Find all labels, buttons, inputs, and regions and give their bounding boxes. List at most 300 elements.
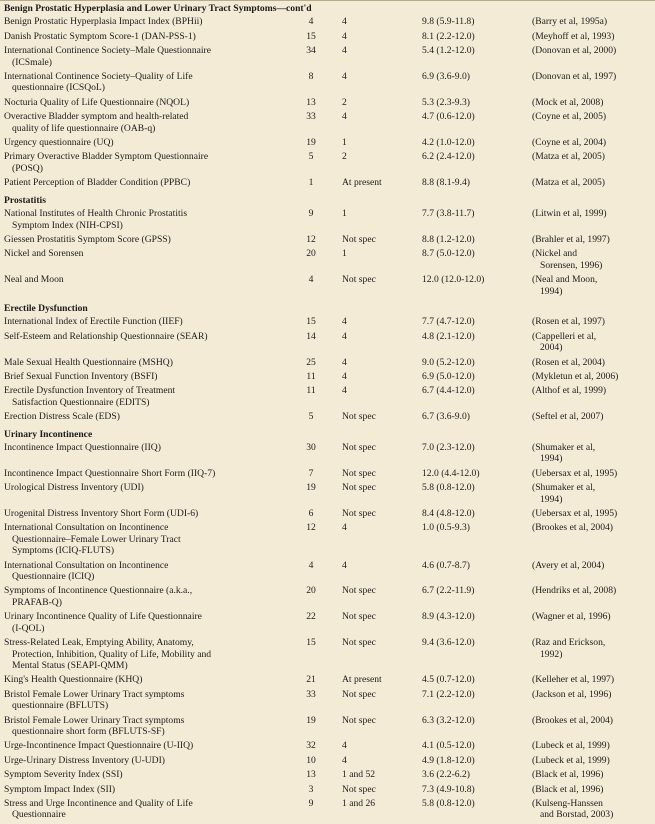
instrument-name: Benign Prostatic Hyperplasia Impact Index (BPHii) (4, 16, 203, 28)
score-value: 9.0 (5.2-12.0) (422, 356, 475, 368)
items-count: 5 (308, 151, 314, 163)
items-count: 15 (306, 637, 316, 649)
items-count: 22 (306, 611, 316, 623)
instrument-name: Male Sexual Health Questionnaire (MSHQ) (4, 356, 173, 368)
table-row (0, 674, 655, 688)
instrument-name: Bristol Female Lower Urinary Tract symptoms (4, 688, 185, 700)
score-value: 6.7 (2.2-11.9) (422, 585, 475, 597)
reference-cell (530, 798, 655, 824)
instrument-name-cell (0, 331, 284, 357)
domains-value: Not spec (342, 274, 376, 286)
instrument-name-cell (0, 442, 284, 468)
table-row (0, 97, 655, 111)
instrument-name-cell (0, 151, 284, 177)
instrument-name: Bristol Female Lower Urinary Tract symptoms (4, 714, 185, 726)
domains-value: 4 (342, 740, 347, 752)
reference-cell (530, 689, 655, 715)
instrument-name-cell (0, 740, 284, 754)
instrument-name: King's Health Questionnaire (KHQ) (4, 674, 143, 686)
table-row (0, 248, 655, 274)
section-title: Benign Prostatic Hyperplasia and Lower Urinary Tract Symptoms—cont'd (0, 1, 655, 17)
instrument-name: Urge-Incontinence Impact Questionnaire (U-IIQ) (4, 740, 194, 752)
instrument-name-cell (0, 137, 284, 151)
reference-cell (530, 316, 655, 330)
table-row (0, 798, 655, 824)
table-row (0, 385, 655, 411)
reference-cell (530, 274, 655, 300)
items-count: 19 (306, 714, 316, 726)
instrument-name-cell (0, 411, 284, 425)
reference-text: (Hendriks et al, 2008) (532, 585, 617, 597)
instrument-name-cell (0, 508, 284, 522)
section-header (0, 300, 655, 316)
instrument-name-cell (0, 274, 284, 300)
instrument-name: (I-QOL) (12, 622, 45, 634)
reference-text: (Cappelleri et al, (532, 330, 597, 342)
reference-cell (530, 755, 655, 769)
items-count: 6 (308, 508, 314, 520)
reference-cell (530, 482, 655, 508)
table-row (0, 411, 655, 425)
instrument-name-cell (0, 784, 284, 798)
instrument-name-cell (0, 689, 284, 715)
score-value: 6.7 (3.6-9.0) (422, 411, 470, 423)
instrument-name: Overactive Bladder symptom and health-related (4, 111, 189, 123)
score-value: 12.0 (12.0-12.0) (422, 274, 485, 286)
domains-value: 1 (342, 208, 347, 220)
instrument-name-cell (0, 798, 284, 824)
instrument-name-cell (0, 31, 284, 45)
items-count: 1 (308, 177, 314, 189)
domains-value: At present (342, 674, 382, 686)
instrument-name-cell (0, 769, 284, 783)
score-value: 12.0 (4.4-12.0) (422, 467, 480, 479)
instrument-name: questionnaire (BFLUTS) (12, 700, 109, 712)
table-row (0, 585, 655, 611)
items-count: 20 (306, 585, 316, 597)
instrument-name: Satisfaction Questionnaire (EDITS) (12, 396, 150, 408)
score-value: 3.6 (2.2-6.2) (422, 769, 470, 781)
reference-text: (Coyne et al, 2004) (532, 137, 607, 149)
domains-value: Not spec (342, 783, 376, 795)
reference-text: (Brookes et al, 2004) (532, 714, 613, 726)
domains-value: Not spec (342, 442, 376, 453)
reference-cell (530, 769, 655, 783)
table-row (0, 468, 655, 482)
reference-text: (Seftel et al, 2007) (532, 411, 604, 423)
score-value: 4.1 (0.5-12.0) (422, 740, 475, 752)
instrument-name: Stress and Urge Incontinence and Quality of Life (4, 797, 193, 809)
domains-value: 4 (342, 754, 347, 766)
instrument-name: PRAFAB-Q) (12, 596, 62, 608)
items-count: 11 (306, 385, 316, 397)
instrument-name-cell (0, 611, 284, 637)
instrument-name: Mental Status (SEAPI-QMM) (12, 659, 128, 671)
instrument-name-cell (0, 755, 284, 769)
reference-text: (Lubeck et al, 1999) (532, 740, 610, 752)
reference-cell (530, 71, 655, 97)
domains-value: Not spec (342, 611, 376, 623)
reference-cell (530, 784, 655, 798)
table-row (0, 316, 655, 330)
score-value: 4.8 (2.1-12.0) (422, 330, 475, 342)
reference-text: (Black et al, 1996) (532, 783, 604, 795)
instrument-name-cell (0, 522, 284, 559)
instrument-name: Urge-Urinary Distress Inventory (U-UDI) (4, 754, 166, 766)
instrument-name-cell (0, 385, 284, 411)
reference-cell (530, 111, 655, 137)
score-value: 5.3 (2.3-9.3) (422, 96, 470, 108)
table-row (0, 151, 655, 177)
reference-text: (Kelleher et al, 1997) (532, 674, 615, 686)
instrument-name: Questionnaire (ICIQ) (12, 571, 95, 583)
reference-text: 1994) (540, 493, 563, 505)
reference-cell (530, 331, 655, 357)
items-count: 12 (306, 522, 316, 534)
section-header (0, 426, 655, 442)
items-count: 13 (306, 96, 316, 108)
items-count: 13 (306, 769, 316, 781)
reference-text: (Uebersax et al, 1995) (532, 508, 618, 520)
reference-text: (Uebersax et al, 1995) (532, 467, 618, 479)
instrument-name-cell (0, 371, 284, 385)
score-value: 8.8 (1.2-12.0) (422, 233, 475, 245)
table-body (0, 1, 655, 824)
table-row (0, 740, 655, 754)
table-row (0, 371, 655, 385)
domains-value: 2 (342, 96, 347, 108)
score-value: 6.9 (5.0-12.0) (422, 370, 475, 382)
domains-value: 1 (342, 137, 347, 149)
instrument-name-cell (0, 234, 284, 248)
domains-value: 4 (342, 16, 347, 28)
instrument-name-cell (0, 316, 284, 330)
reference-text: 1994) (540, 453, 563, 465)
domains-value: Not spec (342, 411, 376, 423)
reference-text: (Kulseng-Hanssen (532, 797, 603, 809)
instrument-name: Protection, Inhibition, Quality of Life, Mobility and (12, 648, 212, 660)
table-row (0, 31, 655, 45)
score-value: 8.7 (5.0-12.0) (422, 248, 475, 260)
domains-value: Not spec (342, 688, 376, 700)
score-value: 6.7 (4.4-12.0) (422, 385, 475, 397)
instrument-name: Neal and Moon (4, 274, 64, 286)
reference-cell (530, 248, 655, 274)
instrument-name-cell (0, 71, 284, 97)
score-value: 8.8 (8.1-9.4) (422, 177, 470, 189)
score-value: 5.8 (0.8-12.0) (422, 482, 475, 494)
instrument-name: Erectile Dysfunction Inventory of Treatment (4, 385, 176, 397)
instrument-name: Incontinence Impact Questionnaire (IIQ) (4, 442, 161, 453)
instrument-name: Nocturia Quality of Life Questionnaire (NQOL) (4, 96, 190, 108)
items-count: 4 (308, 559, 314, 571)
reference-text: and Borstad, 2003) (540, 809, 614, 821)
reference-cell (530, 637, 655, 674)
reference-cell (530, 442, 655, 468)
score-value: 5.8 (0.8-12.0) (422, 797, 475, 809)
items-count: 20 (306, 248, 316, 260)
instrument-name: Nickel and Sorensen (4, 248, 84, 260)
domains-value: Not spec (342, 714, 376, 726)
items-count: 33 (306, 111, 316, 123)
reference-cell (530, 137, 655, 151)
reference-cell (530, 468, 655, 482)
instrument-name: questionnaire short form (BFLUTS-SF) (12, 725, 165, 737)
table-row (0, 522, 655, 559)
instrument-name-cell (0, 585, 284, 611)
table-row (0, 482, 655, 508)
instrument-name: International Continence Society–Male Questionnaire (4, 45, 212, 57)
items-count: 34 (306, 45, 316, 57)
score-value: 8.4 (4.8-12.0) (422, 508, 475, 520)
instrument-name-cell (0, 468, 284, 482)
table-row (0, 689, 655, 715)
instrument-name-cell (0, 208, 284, 234)
domains-value: 1 (342, 248, 347, 260)
items-count: 15 (306, 30, 316, 42)
instrument-name: Erection Distress Scale (EDS) (4, 411, 120, 423)
table-row (0, 208, 655, 234)
instrument-name: International Consultation on Incontinence (4, 522, 169, 534)
items-count: 32 (306, 740, 316, 752)
instrument-name-cell (0, 97, 284, 111)
table-row (0, 560, 655, 586)
reference-cell (530, 522, 655, 559)
table-row (0, 508, 655, 522)
instrument-name: Giessen Prostatitis Symptom Score (GPSS) (4, 233, 171, 245)
instrument-name: Primary Overactive Bladder Symptom Questionnaire (4, 151, 209, 163)
domains-value: 1 and 52 (342, 769, 376, 781)
instrument-name-cell (0, 16, 284, 30)
domains-value: Not spec (342, 637, 376, 649)
instrument-name-cell (0, 482, 284, 508)
instrument-name-cell (0, 111, 284, 137)
reference-cell (530, 97, 655, 111)
instrument-name: Danish Prostatic Symptom Score-1 (DAN-PSS-1) (4, 30, 196, 42)
reference-text: (Mykletun et al, 2006) (532, 370, 619, 382)
section-header (0, 192, 655, 208)
score-value: 4.7 (0.6-12.0) (422, 111, 475, 123)
reference-cell (530, 45, 655, 71)
reference-text: (Wagner et al, 1996) (532, 611, 611, 623)
instrument-name-cell (0, 357, 284, 371)
reference-text: (Brookes et al, 2004) (532, 522, 613, 534)
reference-text: (Althof et al, 1999) (532, 385, 607, 397)
table-row (0, 784, 655, 798)
reference-text: (Black et al, 1996) (532, 769, 604, 781)
reference-cell (530, 611, 655, 637)
reference-text: (Litwin et al, 1999) (532, 208, 607, 220)
reference-cell (530, 357, 655, 371)
items-count: 14 (306, 330, 316, 342)
instrument-name: International Index of Erectile Function (IIEF) (4, 316, 183, 328)
items-count: 9 (308, 208, 314, 220)
instrument-name: Self-Esteem and Relationship Questionnaire (SEAR) (4, 330, 208, 342)
table-row (0, 177, 655, 191)
reference-text: (Matza et al, 2005) (532, 177, 605, 189)
items-count: 8 (308, 71, 314, 83)
reference-cell (530, 371, 655, 385)
table-row (0, 357, 655, 371)
table-row (0, 71, 655, 97)
instrument-name: Patient Perception of Bladder Condition (PPBC) (4, 177, 191, 189)
domains-value: 2 (342, 151, 347, 163)
reference-text: (Rosen et al, 2004) (532, 356, 606, 368)
instrument-name-cell (0, 45, 284, 71)
score-value: 7.1 (2.2-12.0) (422, 688, 475, 700)
score-value: 7.0 (2.3-12.0) (422, 442, 475, 453)
items-count: 30 (306, 442, 316, 453)
table-row (0, 769, 655, 783)
score-value: 9.4 (3.6-12.0) (422, 637, 475, 649)
score-value: 7.7 (4.7-12.0) (422, 316, 475, 328)
domains-value: 4 (342, 316, 347, 328)
instrument-name: Questionnaire (12, 809, 66, 821)
domains-value: Not spec (342, 467, 376, 479)
table-row (0, 611, 655, 637)
score-value: 6.9 (3.6-9.0) (422, 71, 470, 83)
reference-cell (530, 585, 655, 611)
items-count: 4 (308, 16, 314, 28)
reference-text: (Coyne et al, 2005) (532, 111, 607, 123)
table-row (0, 111, 655, 137)
items-count: 11 (306, 370, 316, 382)
reference-text: (Brahler et al, 1997) (532, 233, 610, 245)
table-row (0, 234, 655, 248)
items-count: 7 (308, 467, 314, 479)
instrument-name-cell (0, 637, 284, 674)
instrument-name: questionnaire (ICSQoL) (12, 82, 105, 94)
domains-value: 4 (342, 71, 347, 83)
items-count: 5 (308, 411, 314, 423)
reference-text: 1992) (540, 648, 563, 660)
instrument-name: Urological Distress Inventory (UDI) (4, 482, 144, 494)
table-row (0, 715, 655, 741)
reference-text: (Mock et al, 2008) (532, 96, 604, 108)
reference-text: (Neal and Moon, (532, 274, 598, 286)
score-value: 6.3 (3.2-12.0) (422, 714, 475, 726)
items-count: 33 (306, 688, 316, 700)
instrument-name: International Continence Society–Quality of Life (4, 71, 193, 83)
reference-text: (Shumaker et al, (532, 442, 596, 453)
table-row (0, 16, 655, 30)
domains-value: Not spec (342, 482, 376, 494)
items-count: 9 (308, 797, 314, 809)
instrument-name-cell (0, 560, 284, 586)
reference-cell (530, 508, 655, 522)
instrument-name-cell (0, 674, 284, 688)
reference-cell (530, 411, 655, 425)
domains-value: At present (342, 177, 382, 189)
reference-cell (530, 234, 655, 248)
score-value: 6.2 (2.4-12.0) (422, 151, 475, 163)
table-row (0, 442, 655, 468)
domains-value: 4 (342, 385, 347, 397)
domains-value: Not spec (342, 585, 376, 597)
reference-cell (530, 31, 655, 45)
instrument-name: (POSQ) (12, 162, 43, 174)
instrument-name: quality of life questionnaire (OAB-q) (12, 122, 156, 134)
section-title: Prostatitis (4, 194, 46, 206)
section-title: Erectile Dysfunction (4, 302, 88, 314)
table-row (0, 137, 655, 151)
table-row (0, 274, 655, 300)
instrument-name: National Institutes of Health Chronic Prostatitis (4, 208, 188, 220)
section-title: Urinary Incontinence (4, 428, 93, 440)
score-value: 7.3 (4.9-10.8) (422, 783, 475, 795)
domains-value: 4 (342, 111, 347, 123)
instrument-name-cell (0, 248, 284, 274)
reference-text: (Donovan et al, 2000) (532, 45, 617, 57)
score-value: 9.8 (5.9-11.8) (422, 16, 475, 28)
reference-text: (Rosen et al, 1997) (532, 316, 606, 328)
domains-value: 4 (342, 370, 347, 382)
reference-cell (530, 560, 655, 586)
domains-value: 4 (342, 522, 347, 534)
score-value: 4.2 (1.0-12.0) (422, 137, 475, 149)
instrument-name: Symptom Index (NIH-CPSI) (12, 219, 123, 231)
score-value: 5.4 (1.2-12.0) (422, 45, 475, 57)
reference-text: (Nickel and (532, 248, 578, 260)
score-value: 4.5 (0.7-12.0) (422, 674, 475, 686)
reference-text: (Barry et al, 1995a) (532, 16, 608, 28)
domains-value: Not spec (342, 508, 376, 520)
domains-value: 4 (342, 30, 347, 42)
domains-value: 4 (342, 559, 347, 571)
domains-value: Not spec (342, 233, 376, 245)
table-row (0, 755, 655, 769)
reference-cell (530, 208, 655, 234)
reference-cell (530, 385, 655, 411)
items-count: 19 (306, 137, 316, 149)
instrument-name: Brief Sexual Function Inventory (BSFI) (4, 370, 158, 382)
reference-cell (530, 715, 655, 741)
reference-text: 2004) (540, 342, 563, 354)
domains-value: 1 and 26 (342, 797, 376, 809)
reference-cell (530, 16, 655, 30)
items-count: 4 (308, 274, 314, 286)
items-count: 3 (308, 783, 314, 795)
reference-text: (Meyhoff et al, 1993) (532, 30, 615, 42)
table-row (0, 45, 655, 71)
items-count: 21 (306, 674, 316, 686)
reference-cell (530, 740, 655, 754)
instrument-name: Symptoms (ICIQ-FLUTS) (12, 545, 115, 557)
items-count: 10 (306, 754, 316, 766)
score-value: 4.9 (1.8-12.0) (422, 754, 475, 766)
instrument-name: Urinary Incontinence Quality of Life Questionnaire (4, 611, 202, 623)
domains-value: 4 (342, 356, 347, 368)
items-count: 12 (306, 233, 316, 245)
instrument-name-cell (0, 177, 284, 191)
items-count: 25 (306, 356, 316, 368)
items-count: 19 (306, 482, 316, 494)
table-row (0, 637, 655, 674)
reference-text: Sorensen, 1996) (540, 259, 603, 271)
score-value: 7.7 (3.8-11.7) (422, 208, 475, 220)
reference-text: (Donovan et al, 1997) (532, 71, 617, 83)
reference-text: (Lubeck et al, 1999) (532, 754, 610, 766)
reference-text: (Jackson et al, 1996) (532, 688, 612, 700)
instrument-name: Urgency questionnaire (UQ) (4, 137, 114, 149)
instrument-name: Incontinence Impact Questionnaire Short Form (IIQ-7) (4, 467, 216, 479)
reference-text: 1994) (540, 285, 563, 297)
section-header (0, 1, 655, 17)
reference-cell (530, 674, 655, 688)
instrument-name-cell (0, 715, 284, 741)
items-count: 15 (306, 316, 316, 328)
reference-text: (Shumaker et al, (532, 482, 596, 494)
